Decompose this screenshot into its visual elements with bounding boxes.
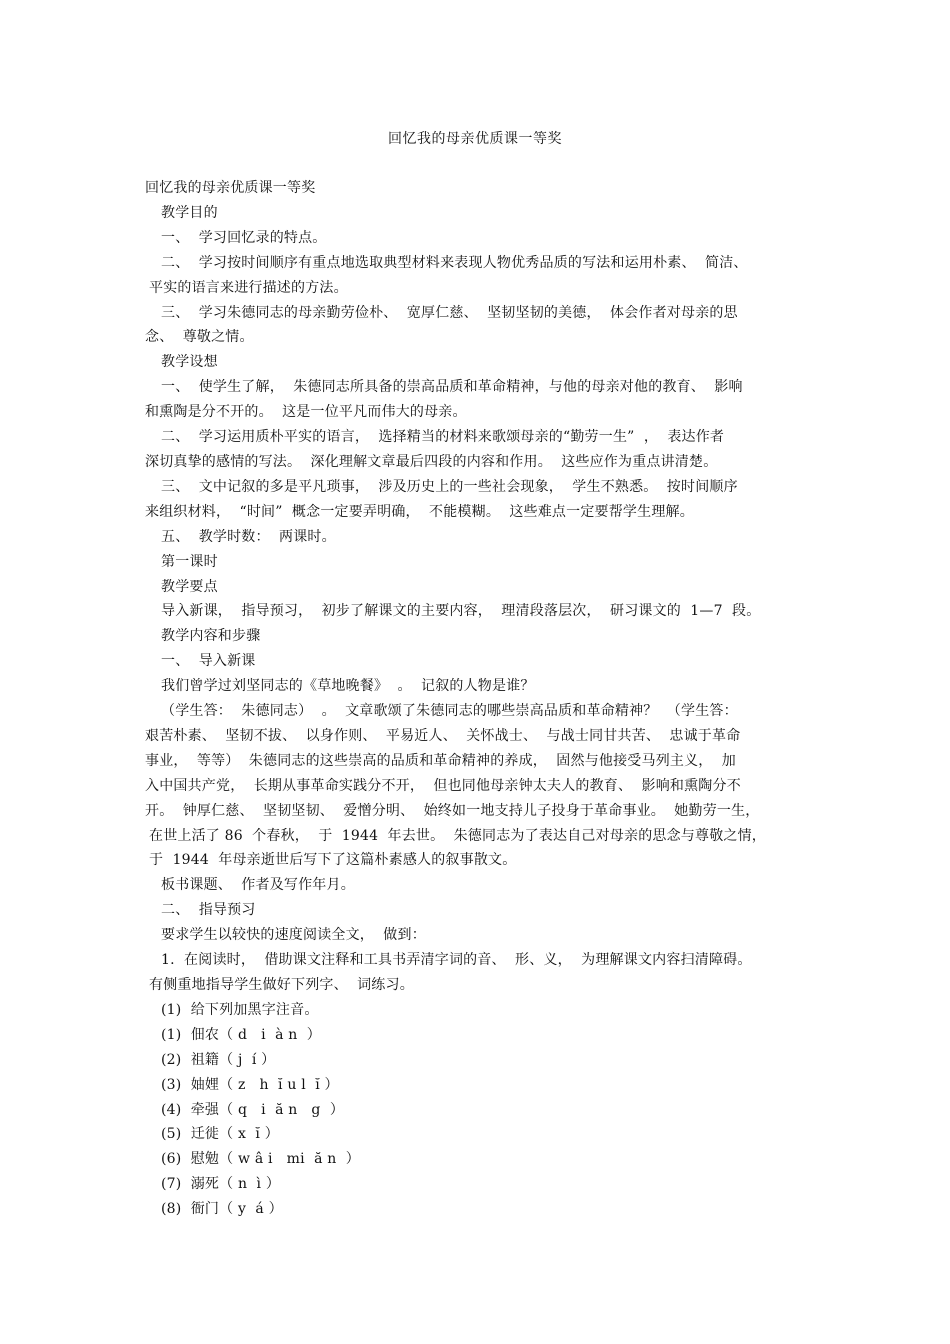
text-line: 二、 学习运用质朴平实的语言， 选择精当的材料来歌颂母亲的“勤劳一生” ， 表达作者 <box>161 429 725 446</box>
text-line: 来组织材料， “时间” 概念一定要弄明确， 不能模糊。 这些难点一定要帮学生理解。 <box>145 503 694 520</box>
text-line: (1) 给下列加黑字注音。 <box>161 1001 319 1018</box>
text-line: 二、 学习按时间顺序有重点地选取典型材料来表现人物优秀品质的写法和运用朴素、 简洁、 <box>161 254 748 271</box>
text-line: (4) 牵强（ q i ă n g ） <box>161 1101 345 1118</box>
text-line: 三、 学习朱德同志的母亲勤劳俭朴、 宽厚仁慈、 坚韧坚韧的美德， 体会作者对母亲的思 <box>161 304 738 321</box>
text-line: (6) 慰勉（ w â i mi ă n ） <box>161 1151 361 1168</box>
text-line: 我们曾学过刘坚同志的《草地晚餐》 。 记叙的人物是谁？ <box>161 678 535 695</box>
text-line: 回忆我的母亲优质课一等奖 <box>145 180 316 196</box>
text-line: 教学目的 <box>161 204 218 221</box>
text-line: 有侧重地指导学生做好下列字、 词练习。 <box>149 977 414 993</box>
text-line: 一、 导入新课 <box>161 653 256 670</box>
text-line: 板书课题、 作者及写作年月。 <box>161 877 355 894</box>
text-line: 于 1944 年母亲逝世后写下了这篇朴素感人的叙事散文。 <box>149 852 517 869</box>
text-line: (8) 衙门（ y á ） <box>161 1201 283 1218</box>
text-line: 三、 文中记叙的多是平凡琐事， 涉及历史上的一些社会现象， 学生不熟悉。 按时间顺序 <box>161 478 738 495</box>
text-line: 和熏陶是分不开的。 这是一位平凡而伟大的母亲。 <box>145 404 467 421</box>
text-line: 二、 指导预习 <box>161 902 256 919</box>
text-line: 五、 教学时数： 两课时。 <box>161 528 336 545</box>
text-line: 在世上活了 86 个春秋， 于 1944 年去世。 朱德同志为了表达自己对母亲的思念与尊敬之情， <box>149 827 766 844</box>
text-line: 教学设想 <box>161 354 218 371</box>
text-line: 教学内容和步骤 <box>161 628 261 645</box>
text-line: 一、 学习回忆录的特点。 <box>161 229 327 246</box>
text-line: 开。 钟厚仁慈、 坚韧坚韧、 爱憎分明、 始终如一地支持儿子投身于革命事业。 她勤劳一生， <box>145 802 760 819</box>
text-line: 事业， 等等） 朱德同志的这些崇高的品质和革命精神的养成， 固然与他接受马列主义， 加 <box>145 752 736 769</box>
text-line: 深切真挚的感情的写法。 深化理解文章最后四段的内容和作用。 这些应作为重点讲清楚。 <box>145 453 718 470</box>
text-line: 一、 使学生了解， 朱德同志所具备的崇高品质和革命精神，与他的母亲对他的教育、 影响 <box>161 379 743 396</box>
text-line: (5) 迁徙（ x ĭ ） <box>161 1126 279 1143</box>
text-line: (1) 佃农（ d i à n ） <box>161 1026 321 1043</box>
text-line: 平实的语言来进行描述的方法。 <box>149 279 348 296</box>
text-line: (2) 祖籍（ j í ） <box>161 1051 276 1068</box>
text-line: 1. 在阅读时， 借助课文注释和工具书弄清字词的音、 形、义， 为理解课文内容扫清障碍。 <box>161 952 752 969</box>
text-line: 入中国共产党， 长期从事革命实践分不开， 但也同他母亲钟太夫人的教育、 影响和熏陶分不 <box>145 777 741 794</box>
text-line: （学生答： 朱德同志） 。 文章歌颂了朱德同志的哪些崇高品质和革命精神？ （学生答： <box>161 703 738 720</box>
text-line: 念、 尊敬之情。 <box>145 329 254 346</box>
document-title: 回忆我的母亲优质课一等奖 <box>388 131 562 147</box>
text-line: 导入新课， 指导预习， 初步了解课文的主要内容， 理清段落层次， 研习课文的 1—7 段。 <box>161 603 761 620</box>
text-line: (7) 溺死（ n ì ） <box>161 1176 281 1193</box>
text-line: 教学要点 <box>161 578 218 595</box>
text-line: 第一课时 <box>161 553 218 570</box>
text-line: 艰苦朴素、 坚韧不拔、 以身作则、 平易近人、 关怀战士、 与战士同甘共苦、 忠诚于革命 <box>145 727 741 744</box>
text-line: (3) 妯娌（ z h ĭ u l ĭ ） <box>161 1076 339 1093</box>
document-body <box>145 176 810 1222</box>
text-line: 要求学生以较快的速度阅读全文， 做到： <box>161 927 426 944</box>
